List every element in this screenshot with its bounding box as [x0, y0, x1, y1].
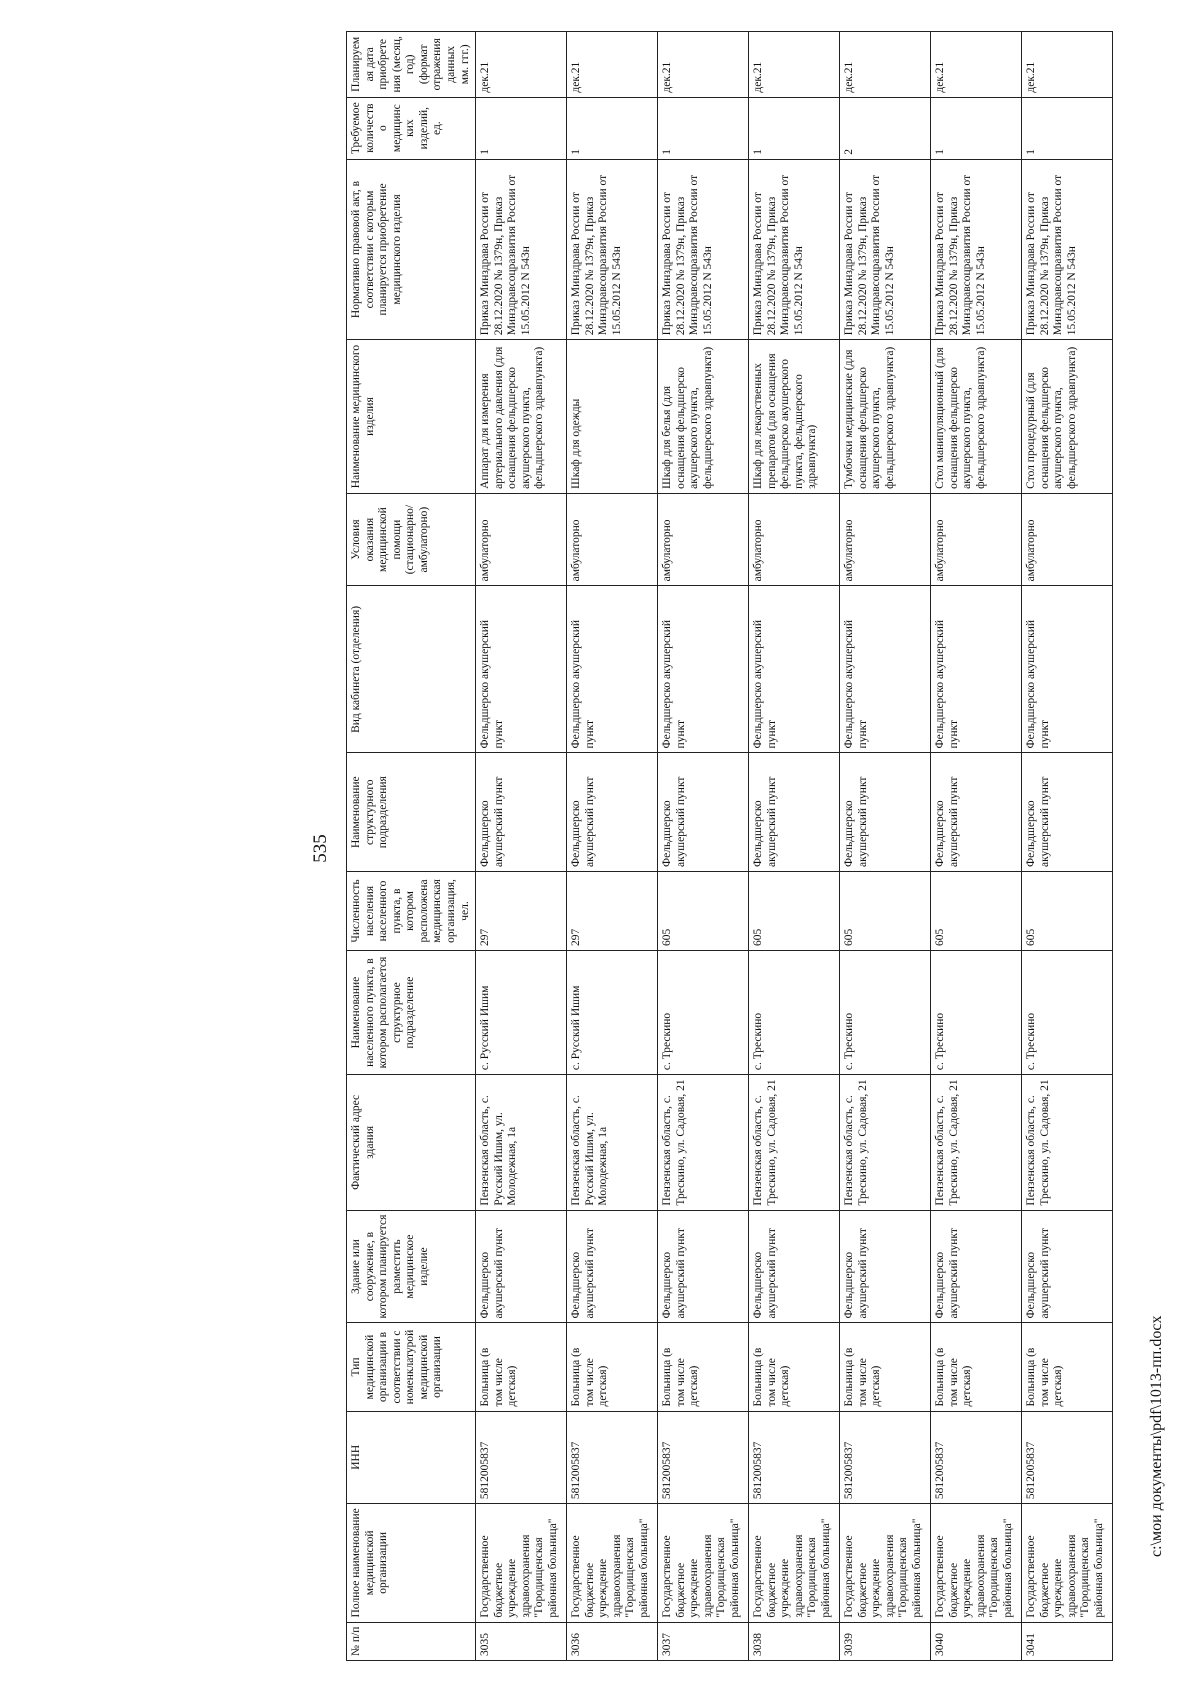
table-row	[840, 32, 931, 1661]
cell-building: Фельдшерско акушерский пункт	[749, 1210, 840, 1323]
table-row	[1022, 32, 1113, 1661]
cell-settlement: с. Трескино	[931, 950, 1022, 1074]
table-row	[749, 32, 840, 1661]
cell-org-name: Государственное бюджетное учреждение здравоохранения "Городищенская районная больница"	[476, 1504, 567, 1623]
cell-address: Пензенская область, с. Русский Ишим, ул. Молодежная, 1а	[567, 1075, 658, 1210]
cell-settlement: с. Трескино	[840, 950, 931, 1074]
cell-address: Пензенская область, с. Трескино, ул. Садовая, 21	[931, 1075, 1022, 1210]
cell-regulation: Приказ Минздрава России от 28.12.2020 № 1379н, Приказ Минздравсоцразвития России от 15.05.2012 N 543н	[1022, 159, 1113, 340]
header-conditions: Условия оказания медицинской помощи (стационарно/ амбулаторно)	[347, 493, 476, 586]
cell-inn: 5812005837	[567, 1411, 658, 1504]
header-unit: Наименование структурного подразделения	[347, 753, 476, 872]
cell-population: 605	[931, 871, 1022, 950]
cell-conditions: амбулаторно	[840, 493, 931, 586]
cell-cabinet: Фельдшерско акушерский пункт	[749, 586, 840, 753]
cell-conditions: амбулаторно	[931, 493, 1022, 586]
header-address: Фактический адрес здания	[347, 1075, 476, 1210]
cell-conditions: амбулаторно	[658, 493, 749, 586]
header-date: Планируемая дата приобретения (месяц, год) (формат отражения данных мм. ггг.)	[347, 32, 476, 98]
table-row	[476, 32, 567, 1661]
cell-unit: Фельдшерско акушерский пункт	[658, 753, 749, 872]
cell-inn: 5812005837	[840, 1411, 931, 1504]
cell-num: 3040	[931, 1622, 1022, 1660]
cell-unit: Фельдшерско акушерский пункт	[567, 753, 658, 872]
cell-unit: Фельдшерско акушерский пункт	[749, 753, 840, 872]
cell-building: Фельдшерско акушерский пункт	[567, 1210, 658, 1323]
cell-org-type: Больница (в том числе детская)	[567, 1323, 658, 1411]
cell-num: 3039	[840, 1622, 931, 1660]
cell-org-type: Больница (в том числе детская)	[476, 1323, 567, 1411]
cell-cabinet: Фельдшерско акушерский пункт	[476, 586, 567, 753]
header-num: № п/п	[347, 1622, 476, 1660]
cell-org-name: Государственное бюджетное учреждение здравоохранения "Городищенская районная больница"	[840, 1504, 931, 1623]
cell-regulation: Приказ Минздрава России от 28.12.2020 № 1379н, Приказ Минздравсоцразвития России от 15.05.2012 N 543н	[749, 159, 840, 340]
cell-building: Фельдшерско акушерский пункт	[658, 1210, 749, 1323]
cell-address: Пензенская область, с. Трескино, ул. Садовая, 21	[1022, 1075, 1113, 1210]
footer-file-path: c:\мои документы\pdf\1013-пп.docx	[1148, 1315, 1165, 1557]
cell-org-name: Государственное бюджетное учреждение здравоохранения "Городищенская районная больница"	[749, 1504, 840, 1623]
cell-cabinet: Фельдшерско акушерский пункт	[931, 586, 1022, 753]
cell-settlement: с. Русский Ишим	[567, 950, 658, 1074]
cell-regulation: Приказ Минздрава России от 28.12.2020 № 1379н, Приказ Минздравсоцразвития России от 15.05.2012 N 543н	[840, 159, 931, 340]
cell-quantity: 1	[567, 97, 658, 159]
cell-device: Шкаф для одежды	[567, 340, 658, 494]
header-org-name: Полное наименование медицинской организации	[347, 1504, 476, 1623]
header-settlement: Наименование населенного пункта, в котором располагается структурное подразделение	[347, 950, 476, 1074]
cell-num: 3038	[749, 1622, 840, 1660]
cell-org-name: Государственное бюджетное учреждение здравоохранения "Городищенская районная больница"	[1022, 1504, 1113, 1623]
cell-quantity: 1	[749, 97, 840, 159]
cell-building: Фельдшерско акушерский пункт	[931, 1210, 1022, 1323]
cell-settlement: с. Трескино	[749, 950, 840, 1074]
table-row	[931, 32, 1022, 1661]
cell-regulation: Приказ Минздрава России от 28.12.2020 № 1379н, Приказ Минздравсоцразвития России от 15.05.2012 N 543н	[567, 159, 658, 340]
cell-org-type: Больница (в том числе детская)	[658, 1323, 749, 1411]
cell-inn: 5812005837	[931, 1411, 1022, 1504]
cell-org-name: Государственное бюджетное учреждение здравоохранения "Городищенская районная больница"	[658, 1504, 749, 1623]
cell-population: 297	[476, 871, 567, 950]
cell-org-type: Больница (в том числе детская)	[749, 1323, 840, 1411]
header-device: Наименование медицинского изделия	[347, 340, 476, 494]
header-inn: ИНН	[347, 1411, 476, 1504]
table-row	[567, 32, 658, 1661]
cell-population: 605	[840, 871, 931, 950]
equipment-table	[346, 31, 1113, 1661]
cell-regulation: Приказ Минздрава России от 28.12.2020 № 1379н, Приказ Минздравсоцразвития России от 15.05.2012 N 543н	[476, 159, 567, 340]
cell-date: дек.21	[476, 32, 567, 98]
cell-org-type: Больница (в том числе детская)	[840, 1323, 931, 1411]
cell-date: дек.21	[931, 32, 1022, 98]
cell-inn: 5812005837	[749, 1411, 840, 1504]
cell-unit: Фельдшерско акушерский пункт	[931, 753, 1022, 872]
cell-population: 605	[1022, 871, 1113, 950]
cell-num: 3035	[476, 1622, 567, 1660]
cell-settlement: с. Русский Ишим	[476, 950, 567, 1074]
cell-building: Фельдшерско акушерский пункт	[840, 1210, 931, 1323]
cell-address: Пензенская область, с. Трескино, ул. Садовая, 21	[749, 1075, 840, 1210]
header-quantity: Требуемое количество медицинских изделий, ед.	[347, 97, 476, 159]
table-row	[658, 32, 749, 1661]
cell-date: дек.21	[840, 32, 931, 98]
page-number: 535	[310, 834, 331, 863]
cell-device: Тумбочки медицинские (для оснащения фельдшерско акушерского пункта, фельдшерского здравпункта)	[840, 340, 931, 494]
cell-cabinet: Фельдшерско акушерский пункт	[658, 586, 749, 753]
cell-inn: 5812005837	[476, 1411, 567, 1504]
cell-building: Фельдшерско акушерский пункт	[476, 1210, 567, 1323]
cell-regulation: Приказ Минздрава России от 28.12.2020 № 1379н, Приказ Минздравсоцразвития России от 15.05.2012 N 543н	[931, 159, 1022, 340]
cell-quantity: 1	[658, 97, 749, 159]
cell-building: Фельдшерско акушерский пункт	[1022, 1210, 1113, 1323]
cell-device: Стол процедурный (для оснащения фельдшерско акушерского пункта, фельдшерского здравпункта)	[1022, 340, 1113, 494]
header-regulation: Нормативно правовой акт, в соответствии с которым планируется приобретение медицинского изделия	[347, 159, 476, 340]
cell-conditions: амбулаторно	[749, 493, 840, 586]
cell-num: 3037	[658, 1622, 749, 1660]
cell-quantity: 1	[931, 97, 1022, 159]
cell-date: дек.21	[567, 32, 658, 98]
cell-address: Пензенская область, с. Трескино, ул. Садовая, 21	[658, 1075, 749, 1210]
header-org-type: Тип медицинской организации в соответствии с номенклатурой медицинской организации	[347, 1323, 476, 1411]
cell-population: 605	[749, 871, 840, 950]
cell-device: Шкаф для белья (для оснащения фельдшерско акушерского пункта, фельдшерского здравпункта)	[658, 340, 749, 494]
cell-inn: 5812005837	[658, 1411, 749, 1504]
cell-org-name: Государственное бюджетное учреждение здравоохранения "Городищенская районная больница"	[931, 1504, 1022, 1623]
cell-org-type: Больница (в том числе детская)	[931, 1323, 1022, 1411]
cell-conditions: амбулаторно	[1022, 493, 1113, 586]
cell-regulation: Приказ Минздрава России от 28.12.2020 № 1379н, Приказ Минздравсоцразвития России от 15.05.2012 N 543н	[658, 159, 749, 340]
cell-unit: Фельдшерско акушерский пункт	[1022, 753, 1113, 872]
cell-unit: Фельдшерско акушерский пункт	[476, 753, 567, 872]
header-building: Здание или сооружение, в котором планируется разместить медицинское изделие	[347, 1210, 476, 1323]
cell-device: Шкаф для лекарственных препаратов (для оснащения фельдшерско акушерского пункта, фельдшерского здравпункта)	[749, 340, 840, 494]
cell-num: 3036	[567, 1622, 658, 1660]
table-header-row	[347, 32, 476, 1661]
cell-cabinet: Фельдшерско акушерский пункт	[1022, 586, 1113, 753]
header-cabinet: Вид кабинета (отделения)	[347, 586, 476, 753]
cell-device: Стол манипуляционный (для оснащения фельдшерско акушерского пункта, фельдшерского здравпункта)	[931, 340, 1022, 494]
cell-conditions: амбулаторно	[567, 493, 658, 586]
cell-num: 3041	[1022, 1622, 1113, 1660]
cell-settlement: с. Трескино	[1022, 950, 1113, 1074]
cell-quantity: 1	[1022, 97, 1113, 159]
header-population: Численность населения населенного пункта, в котором расположена медицинская организация, чел.	[347, 871, 476, 950]
cell-device: Аппарат для измерения артериального давления (для оснащения фельдшерско акушерского пункта, фельдшерского здравпункта)	[476, 340, 567, 494]
cell-date: дек.21	[749, 32, 840, 98]
cell-address: Пензенская область, с. Русский Ишим, ул. Молодежная, 1а	[476, 1075, 567, 1210]
cell-conditions: амбулаторно	[476, 493, 567, 586]
cell-cabinet: Фельдшерско акушерский пункт	[840, 586, 931, 753]
cell-address: Пензенская область, с. Трескино, ул. Садовая, 21	[840, 1075, 931, 1210]
cell-date: дек.21	[658, 32, 749, 98]
cell-cabinet: Фельдшерско акушерский пункт	[567, 586, 658, 753]
cell-population: 605	[658, 871, 749, 950]
cell-settlement: с. Трескино	[658, 950, 749, 1074]
cell-inn: 5812005837	[1022, 1411, 1113, 1504]
cell-unit: Фельдшерско акушерский пункт	[840, 753, 931, 872]
cell-quantity: 1	[476, 97, 567, 159]
cell-date: дек.21	[1022, 32, 1113, 98]
cell-org-type: Больница (в том числе детская)	[1022, 1323, 1113, 1411]
cell-population: 297	[567, 871, 658, 950]
cell-quantity: 2	[840, 97, 931, 159]
cell-org-name: Государственное бюджетное учреждение здравоохранения "Городищенская районная больница"	[567, 1504, 658, 1623]
